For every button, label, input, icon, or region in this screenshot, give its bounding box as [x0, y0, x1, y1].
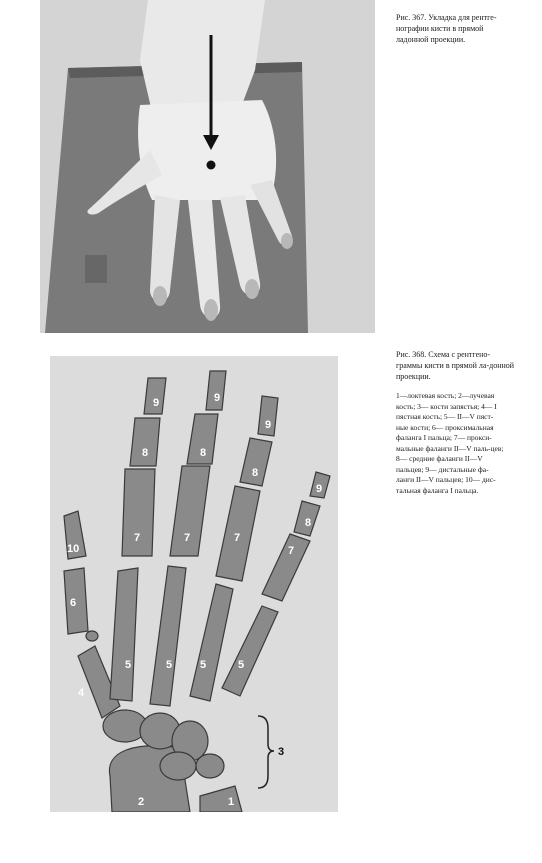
label-proximal-phalanx: 7: [288, 545, 295, 557]
label-distal-phalanx-1: 10: [67, 543, 80, 555]
xray-illustration: [50, 356, 338, 812]
label-proximal-phalanx: 7: [134, 532, 141, 544]
label-metacarpal: 5: [238, 659, 245, 671]
label-middle-phalanx: 8: [142, 447, 149, 459]
label-metacarpal: 5: [166, 659, 173, 671]
label-distal-phalanx: 9: [214, 392, 221, 404]
figure-367-caption: Рис. 367. Укладка для рентге-нографии кисти в прямой ладонной проекции.: [396, 13, 497, 44]
hand-photo-illustration: [40, 0, 375, 333]
label-middle-phalanx: 8: [305, 517, 312, 529]
label-distal-phalanx: 9: [265, 419, 272, 431]
hand-xray-scheme: [50, 356, 338, 812]
label-metacarpal: 5: [200, 659, 207, 671]
label-distal-phalanx: 9: [316, 483, 323, 495]
label-distal-phalanx: 9: [153, 397, 160, 409]
label-proximal-phalanx: 7: [234, 532, 241, 544]
central-ray-point: [207, 161, 216, 170]
label-middle-phalanx: 8: [200, 447, 207, 459]
figure-368-caption: Рис. 368. Схема с рентгено-граммы кисти в прямой ла-донной проекции.: [396, 350, 515, 381]
hand-positioning-photo: [40, 0, 375, 333]
figure-368-legend: 1—локтевая кость; 2—лучевая кость; 3— кости запястья; 4— I пястная кость; 5— II—V пяст-ные кости; 6— проксимальная фаланга I пальца; 7— прокси-мальные фаланги II—V паль-цев; 8— средние фаланги II—V пальцев; 9— дистальные фа-ланги II—V пальцев; 10— дис-тальная фаланга I пальца.: [396, 391, 504, 495]
label-middle-phalanx: 8: [252, 467, 259, 479]
label-proximal-phalanx-1: 6: [70, 597, 77, 609]
label-metacarpal: 5: [125, 659, 132, 671]
label-carpals: 3: [278, 746, 285, 758]
label-proximal-phalanx: 7: [184, 532, 191, 544]
label-metacarpal-1: 4: [78, 687, 85, 699]
label-radius: 2: [138, 796, 145, 808]
label-ulna: 1: [228, 796, 235, 808]
